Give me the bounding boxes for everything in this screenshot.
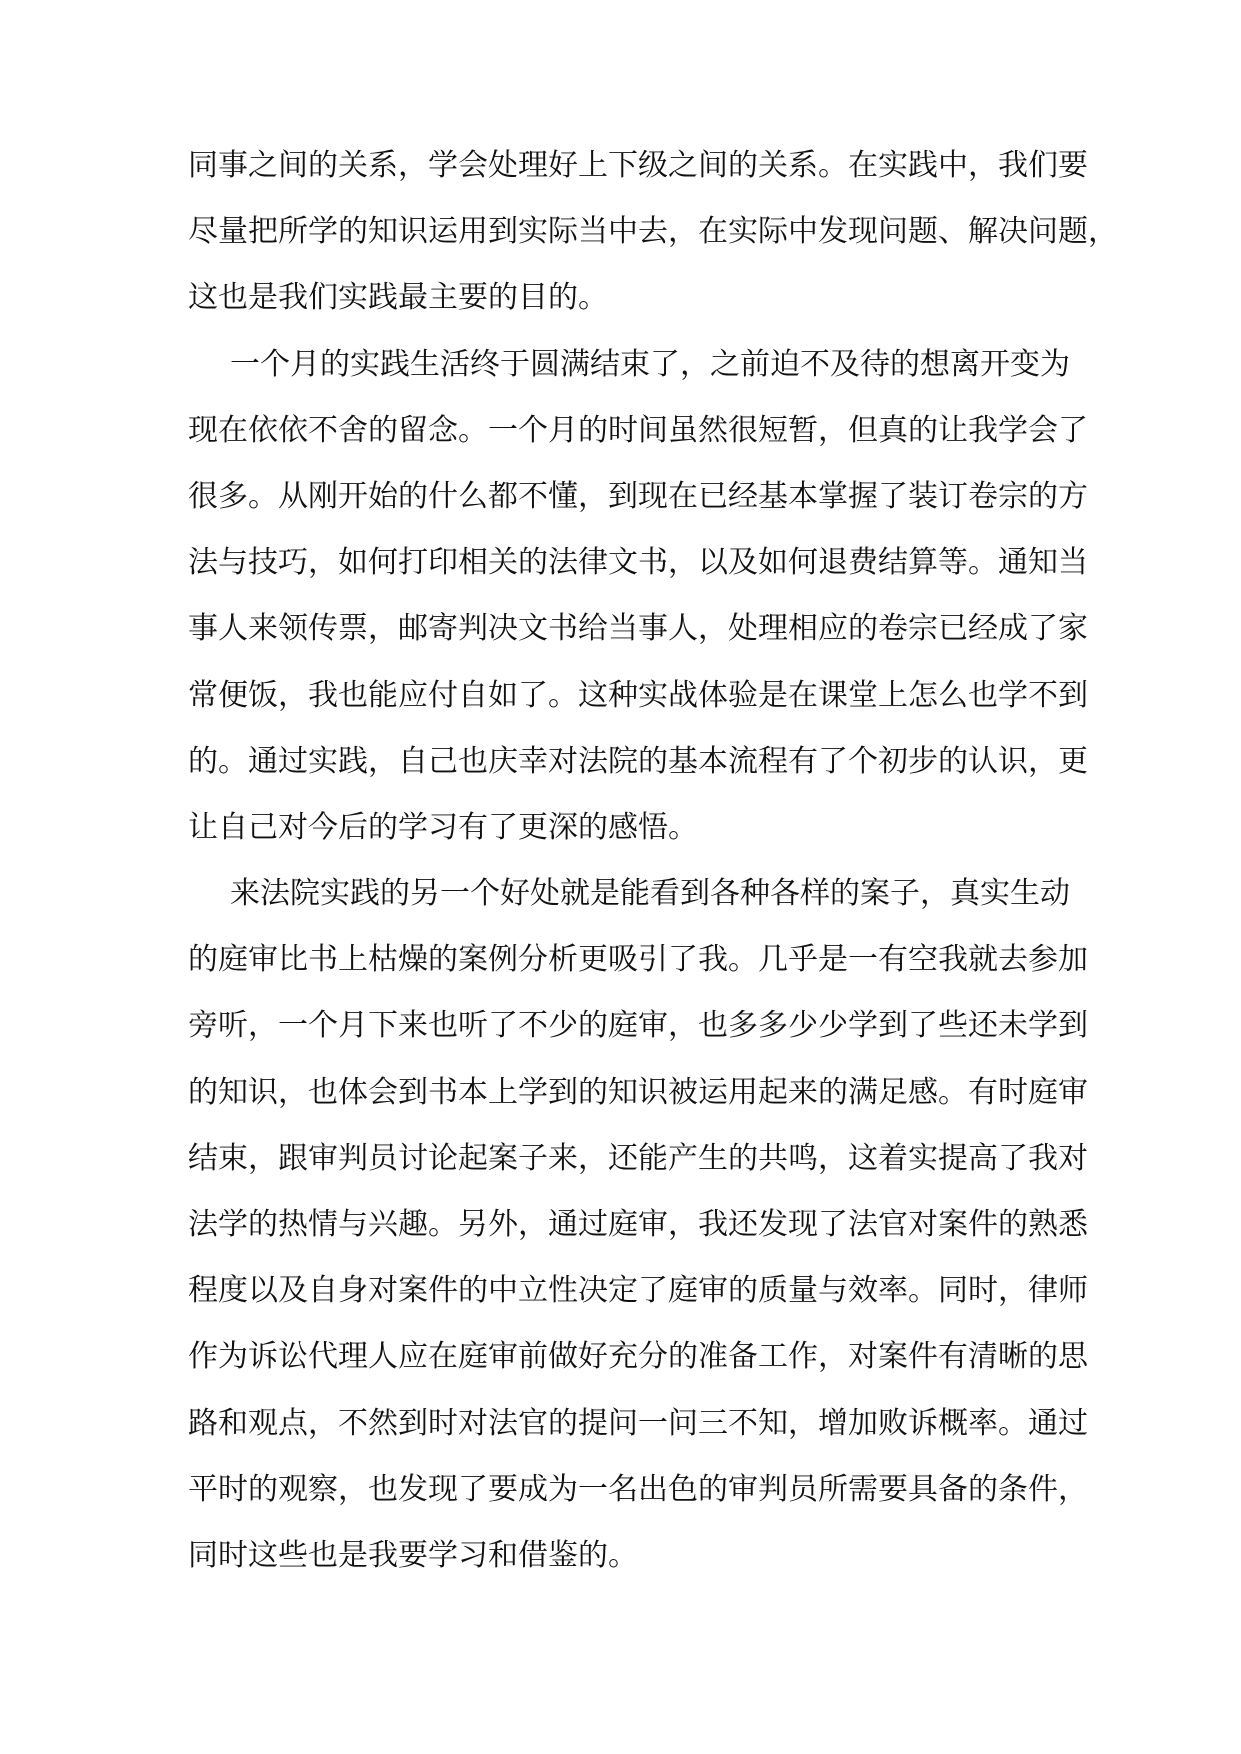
text-line: 事人来领传票，邮寄判决文书给当事人，处理相应的卷宗已经成了家 [188,611,1088,647]
text-line: 尽量把所学的知识运用到实际当中去，在实际中发现问题、解决问题， [188,214,1118,250]
text-line: 作为诉讼代理人应在庭审前做好充分的准备工作，对案件有清晰的思 [188,1339,1088,1375]
text-line: 来法院实践的另一个好处就是能看到各种各样的案子，真实生动 [230,876,1070,912]
text-line: 的庭审比书上枯燥的案例分析更吸引了我。几乎是一有空我就去参加 [188,942,1088,978]
text-line: 的。通过实践，自己也庆幸对法院的基本流程有了个初步的认识，更 [188,743,1088,779]
paragraph-3 [0,876,1241,1607]
text-line: 这也是我们实践最主要的目的。 [188,280,608,316]
text-line: 常便饭，我也能应付自如了。这种实战体验是在课堂上怎么也学不到 [188,677,1088,713]
text-line: 结束，跟审判员讨论起案子来，还能产生的共鸣，这着实提高了我对 [188,1140,1088,1176]
text-line: 的知识，也体会到书本上学到的知识被运用起来的满足感。有时庭审 [188,1074,1088,1110]
text-line: 现在依依不舍的留念。一个月的时间虽然很短暂，但真的让我学会了 [188,412,1088,448]
text-line: 路和观点，不然到时对法官的提问一问三不知，增加败诉概率。通过 [188,1405,1088,1441]
text-line: 一个月的实践生活终于圆满结束了，之前迫不及待的想离开变为 [230,346,1070,382]
text-line: 法与技巧，如何打印相关的法律文书，以及如何退费结算等。通知当 [188,545,1088,581]
text-line: 很多。从刚开始的什么都不懂，到现在已经基本掌握了装订卷宗的方 [188,478,1088,514]
text-line: 同时这些也是我要学习和借鉴的。 [188,1537,638,1573]
body-text [0,148,1241,1607]
paragraph-2 [0,346,1241,880]
text-line: 法学的热情与兴趣。另外，通过庭审，我还发现了法官对案件的熟悉 [188,1207,1088,1242]
text-line: 同事之间的关系，学会处理好上下级之间的关系。在实践中，我们要 [188,148,1088,183]
text-line: 旁听，一个月下来也听了不少的庭审，也多多少少学到了些还未学到 [188,1008,1088,1044]
text-line: 平时的观察，也发现了要成为一名出色的审判员所需要具备的条件， [188,1471,1088,1507]
text-line: 让自己对今后的学习有了更深的感悟。 [188,809,698,845]
text-line: 程度以及自身对案件的中立性决定了庭审的质量与效率。同时，律师 [188,1273,1088,1309]
paragraph-1 [0,148,1241,350]
